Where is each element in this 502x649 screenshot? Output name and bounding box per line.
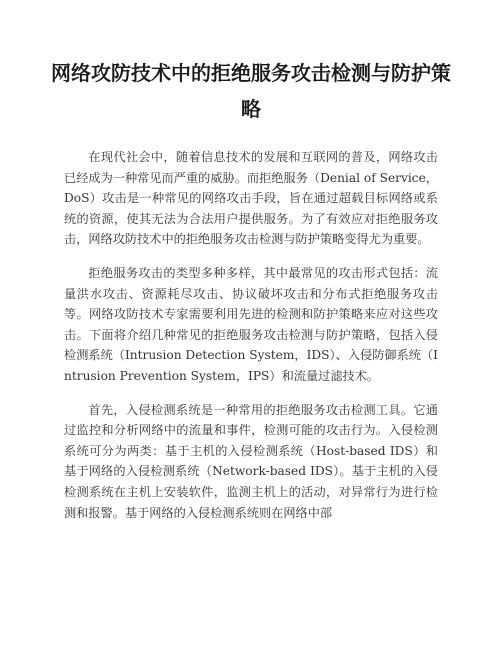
- document-body: [64, 147, 438, 536]
- paragraph-2: 拒绝服务攻击的类型多种多样，其中最常见的攻击形式包括：流量洪水攻击、资源耗尽攻击、协议破坏攻击和分布式拒绝服务攻击等。网络攻防技术专家需要利用先进的检测和防护策略来应对这些攻击。下面将介绍几种常见的拒绝服务攻击检测与防护策略，包括入侵检测系统（Intrusion Detection System，IDS）、入侵防御系统（Intrusion Prevention System，IPS）和流量过滤技术。: [64, 265, 438, 383]
- paragraph-1: 在现代社会中，随着信息技术的发展和互联网的普及，网络攻击已经成为一种常见而严重的威胁。而拒绝服务（Denial of Service，DoS）攻击是一种常见的网络攻击手段，旨在通过超载目标网络或系统的资源，使其无法为合法用户提供服务。为了有效应对拒绝服务攻击，网络攻防技术中的拒绝服务攻击检测与防护策略变得尤为重要。: [64, 150, 438, 247]
- paragraph-3: 首先，入侵检测系统是一种常用的拒绝服务攻击检测工具。它通过监控和分析网络中的流量和事件，检测可能的攻击行为。入侵检测系统可分为两类：基于主机的入侵检测系统（Host-based IDS）和基于网络的入侵检测系统（Network-based IDS）。基于主机的入侵检测系统在主机上安装软件，监测主机上的活动，对异常行为进行检测和报警。基于网络的入侵检测系统则在网络中部: [64, 402, 438, 520]
- document-title: 网络攻防技术中的拒绝服务攻击检测与防护策略: [51, 61, 451, 121]
